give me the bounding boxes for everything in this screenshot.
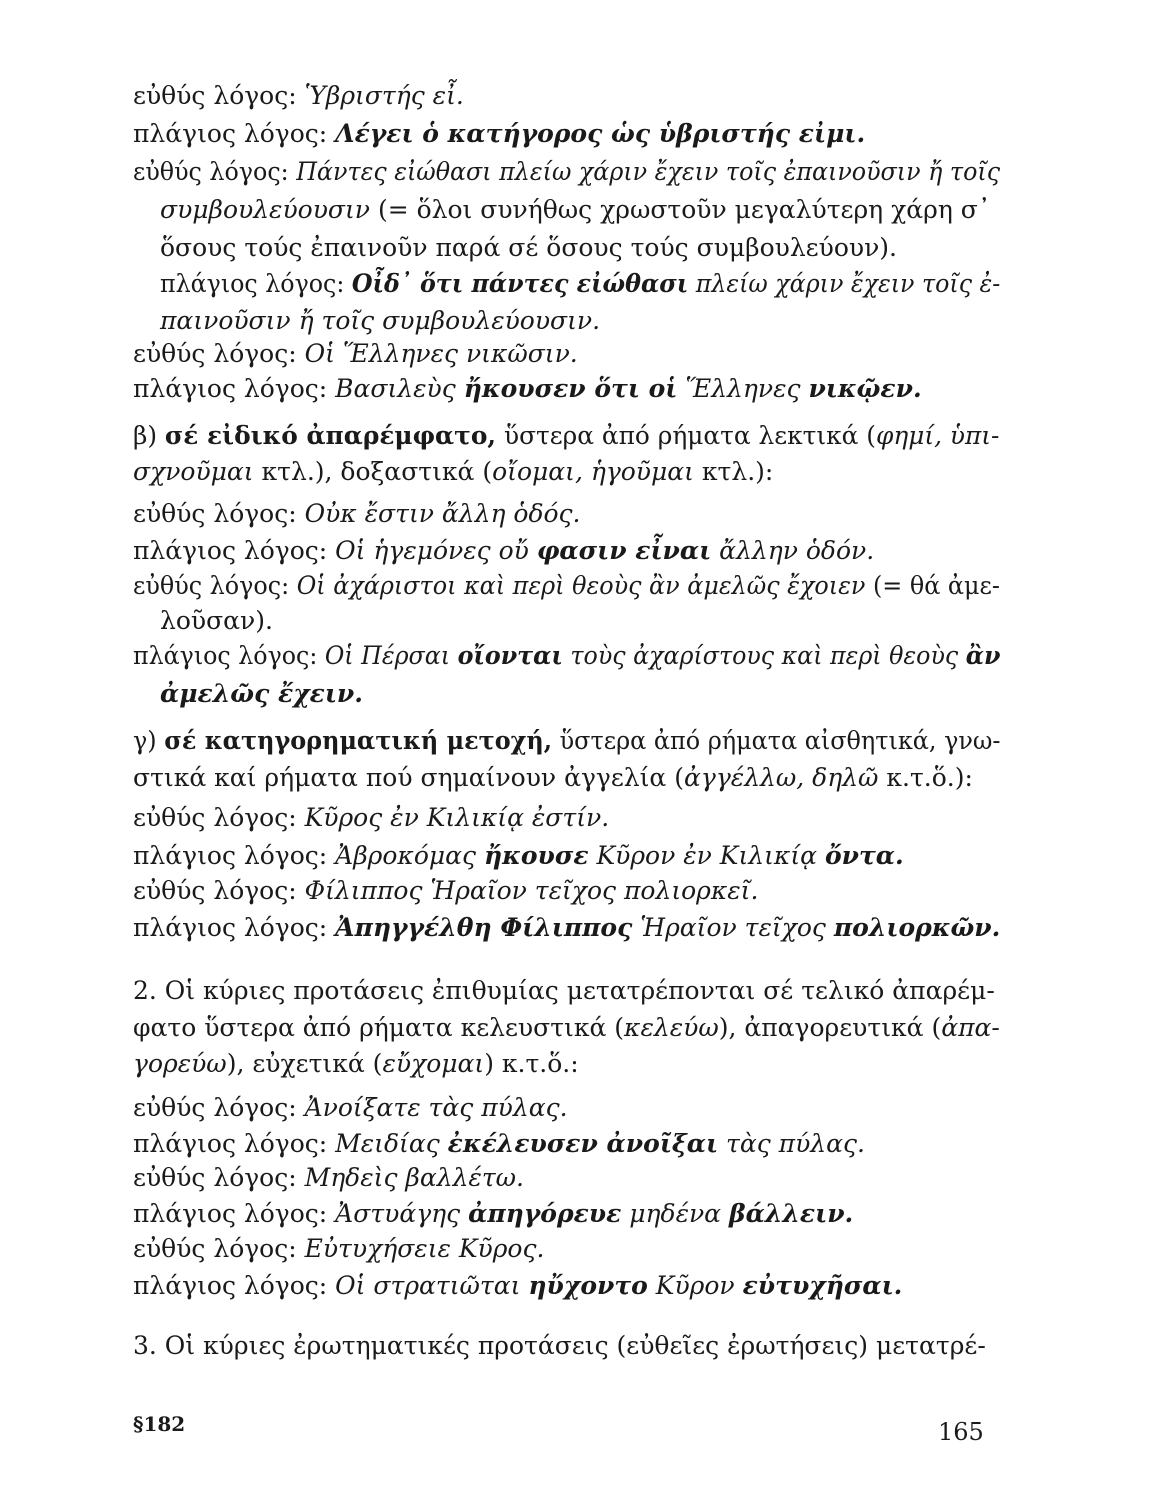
text-segment: κελεύω (624, 1013, 719, 1042)
text-segment: ἤκουσε (483, 841, 589, 870)
text-line (133, 1198, 853, 1230)
text-line (160, 194, 990, 226)
text-segment: εὐθύς λόγος: (133, 1163, 305, 1192)
text-segment: σέ εἰδικό ἀπαρέμφατο, (164, 421, 497, 450)
text-line (133, 535, 874, 567)
text-segment: Οἱ στρατιῶται (335, 1271, 529, 1300)
text-line (133, 420, 999, 452)
text-line (133, 570, 1000, 602)
text-segment: κτλ.), δοξαστικά ( (253, 457, 493, 486)
text-segment: σχνοῦμαι (133, 457, 254, 486)
text-segment: Μειδίας (335, 1129, 448, 1158)
text-segment: ἄλλην ὁδόν. (711, 536, 875, 565)
text-segment: ἀγγέλλω, δηλῶ (684, 763, 879, 792)
text-line (160, 268, 1000, 300)
text-segment: φατο ὕστερα ἀπό ρήματα κελευστικά ( (133, 1013, 625, 1042)
text-line (133, 975, 995, 1007)
text-segment: φασιν εἶναι (536, 536, 712, 565)
text-segment: Πάντες εἰώθασι πλείω χάριν ἔχειν τοῖς ἐπαινοῦσιν ἤ τοῖς (296, 157, 1001, 186)
text-segment: πλάγιος λόγος: (133, 641, 325, 670)
text-segment: ἀπηγόρευε (468, 1199, 622, 1228)
text-segment: ὕστερα ἀπό ρήματα λεκτικά ( (496, 421, 876, 450)
text-segment: φημί, ὑπι- (875, 421, 1000, 450)
text-segment: ὄντα. (824, 841, 904, 870)
page-number: 165 (938, 1418, 984, 1446)
text-segment: πλείω χάριν ἔχειν τοῖς ἐ- (688, 269, 1001, 298)
text-line (133, 1128, 865, 1160)
text-segment: Κῦρος ἐν Κιλικίᾳ ἐστίν. (304, 803, 610, 832)
text-segment: Οἱ ἡγεμόνες οὔ (335, 536, 537, 565)
text-line (160, 605, 273, 637)
text-segment: ὕστερα ἀπό ρήματα αἰσθητικά, γνω- (552, 726, 1001, 755)
text-line (133, 802, 609, 834)
section-number: §182 (133, 1412, 186, 1436)
text-segment: κ.τ.ὅ.): (878, 763, 973, 792)
text-line (133, 762, 973, 794)
text-segment: 3. Οἱ κύριες ἐρωτηματικές προτάσεις (εὐθεῖες ἐρωτήσεις) μετατρέ- (133, 1331, 986, 1360)
text-line (160, 232, 897, 264)
text-segment: β) (133, 421, 165, 450)
text-line (133, 338, 578, 370)
text-segment: εὔχομαι (382, 1049, 485, 1078)
text-line (133, 1162, 524, 1194)
text-segment: πλάγιος λόγος: (133, 536, 336, 565)
text-segment: εὐθύς λόγος: (133, 157, 297, 186)
text-segment: σέ κατηγορηματική μετοχή, (164, 726, 553, 755)
text-segment: ἤκουσεν ὅτι οἱ (463, 374, 678, 403)
text-segment: Μηδεὶς βαλλέτω. (304, 1163, 525, 1192)
text-segment: Οὐκ ἔστιν ἄλλη ὁδός. (304, 499, 581, 528)
text-segment: λοῦσαν). (160, 606, 273, 635)
text-segment: 2. Οἱ κύριες προτάσεις ἐπιθυμίας μετατρέπονται σέ τελικό ἀπαρέμ- (133, 976, 995, 1005)
text-line (133, 1270, 902, 1302)
text-segment: ), ἀπαγορευτικά ( (718, 1013, 942, 1042)
text-segment: εὐτυχῆσαι. (742, 1271, 903, 1300)
text-segment: ) κ.τ.ὅ.: (484, 1049, 579, 1078)
text-segment: ηὔχοντο (528, 1271, 648, 1300)
text-segment: τὰς πύλας. (718, 1129, 865, 1158)
text-segment: πλάγιος λόγος: (160, 269, 352, 298)
text-segment: Κῦρον ἐν Κιλικίᾳ (588, 841, 825, 870)
text-segment: ἀπα- (941, 1013, 1000, 1042)
text-line (133, 912, 1000, 944)
text-line (133, 118, 865, 150)
text-segment: Φίλιππος Ἡραῖον τεῖχος πολιορκεῖ. (304, 876, 759, 905)
text-line (133, 840, 904, 872)
text-segment: εὐθύς λόγος: (133, 803, 305, 832)
text-line (133, 875, 758, 907)
text-segment: μηδένα (621, 1199, 730, 1228)
text-segment: παινοῦσιν ἤ τοῖς συμβουλεύουσιν. (160, 306, 601, 335)
text-line (133, 498, 581, 530)
text-segment: γορεύω (133, 1049, 227, 1078)
text-segment: Ἀστυάγης (335, 1199, 469, 1228)
text-segment: (= ὅλοι συνήθως χρωστοῦν μεγαλύτερη χάρη σ᾽ (370, 195, 991, 224)
text-line (133, 1330, 986, 1362)
text-segment: Οἱ Ἕλληνες νικῶσιν. (304, 339, 578, 368)
text-segment: Ἀνοίξατε τὰς πύλας. (304, 1093, 568, 1122)
text-segment: ἂν (965, 641, 1001, 670)
text-segment: ἐκέλευσεν ἀνοῖξαι (447, 1129, 719, 1158)
text-segment: πλάγιος λόγος: (133, 841, 336, 870)
text-segment: εὐθύς λόγος: (133, 1234, 305, 1263)
text-segment: Κῦρον (647, 1271, 743, 1300)
text-segment: εὐθύς λόγος: (133, 81, 305, 110)
text-segment: εὐθύς λόγος: (133, 1093, 305, 1122)
text-segment: πλάγιος λόγος: (133, 1199, 336, 1228)
text-segment: Ἕλληνες (677, 374, 809, 403)
text-segment: πλάγιος λόγος: (133, 374, 336, 403)
text-line (133, 80, 464, 112)
text-segment: ἀμελῶς ἔχειν. (160, 679, 363, 708)
text-line (133, 1233, 544, 1265)
text-line (133, 1048, 579, 1080)
text-segment: Ὑβριστής εἶ. (304, 81, 464, 110)
text-segment: εὐθύς λόγος: (133, 499, 305, 528)
text-segment: εὐθύς λόγος: (133, 571, 297, 600)
text-segment: τοὺς ἀχαρίστους καὶ περὶ θεοὺς (562, 641, 966, 670)
text-line (133, 1092, 568, 1124)
text-segment: οἴονται (457, 641, 563, 670)
text-segment: πολιορκῶν. (833, 913, 1001, 942)
text-line (160, 305, 600, 337)
text-segment: κτλ.): (693, 457, 774, 486)
text-segment: Βασιλεὺς (335, 374, 464, 403)
text-segment: οἴομαι, ἡγοῦμαι (492, 457, 694, 486)
text-segment: πλάγιος λόγος: (133, 119, 336, 148)
text-segment: στικά καί ρήματα πού σημαίνουν ἀγγελία ( (133, 763, 685, 792)
text-line (133, 1012, 1000, 1044)
text-segment: ὅσους τούς ἐπαινοῦν παρά σέ ὅσους τούς συμβουλεύουν). (160, 233, 897, 262)
text-line (133, 456, 773, 488)
text-line (133, 156, 1000, 188)
text-segment: ), εὐχετικά ( (226, 1049, 383, 1078)
text-segment: Ἡραῖον τεῖχος (632, 913, 834, 942)
text-line (133, 725, 1001, 757)
text-segment: πλάγιος λόγος: (133, 913, 336, 942)
text-segment: Οἶδ᾽ ὅτι πάντες εἰώθασι (351, 269, 689, 298)
text-segment: (= θά ἀμε- (865, 571, 1000, 600)
text-segment: Λέγει ὁ κατήγορος ὡς ὑβριστής εἰμι. (335, 119, 866, 148)
text-line (133, 373, 922, 405)
text-segment: εὐθύς λόγος: (133, 339, 305, 368)
text-line (160, 678, 363, 710)
text-segment: Οἱ Πέρσαι (324, 641, 458, 670)
text-segment: Εὐτυχήσειε Κῦρος. (304, 1234, 545, 1263)
text-segment: πλάγιος λόγος: (133, 1129, 336, 1158)
text-segment: Οἱ ἀχάριστοι καὶ περὶ θεοὺς ἂν ἀμελῶς ἔχοιεν (296, 571, 866, 600)
text-segment: συμβουλεύουσιν (160, 195, 370, 224)
text-segment: νικῷεν. (808, 374, 922, 403)
text-line (133, 640, 1000, 672)
text-segment: γ) (133, 726, 165, 755)
text-segment: βάλλειν. (729, 1199, 854, 1228)
text-segment: Ἀπηγγέλθη Φίλιππος (335, 913, 633, 942)
text-segment: Ἀβροκόμας (335, 841, 484, 870)
text-segment: πλάγιος λόγος: (133, 1271, 336, 1300)
text-segment: εὐθύς λόγος: (133, 876, 305, 905)
